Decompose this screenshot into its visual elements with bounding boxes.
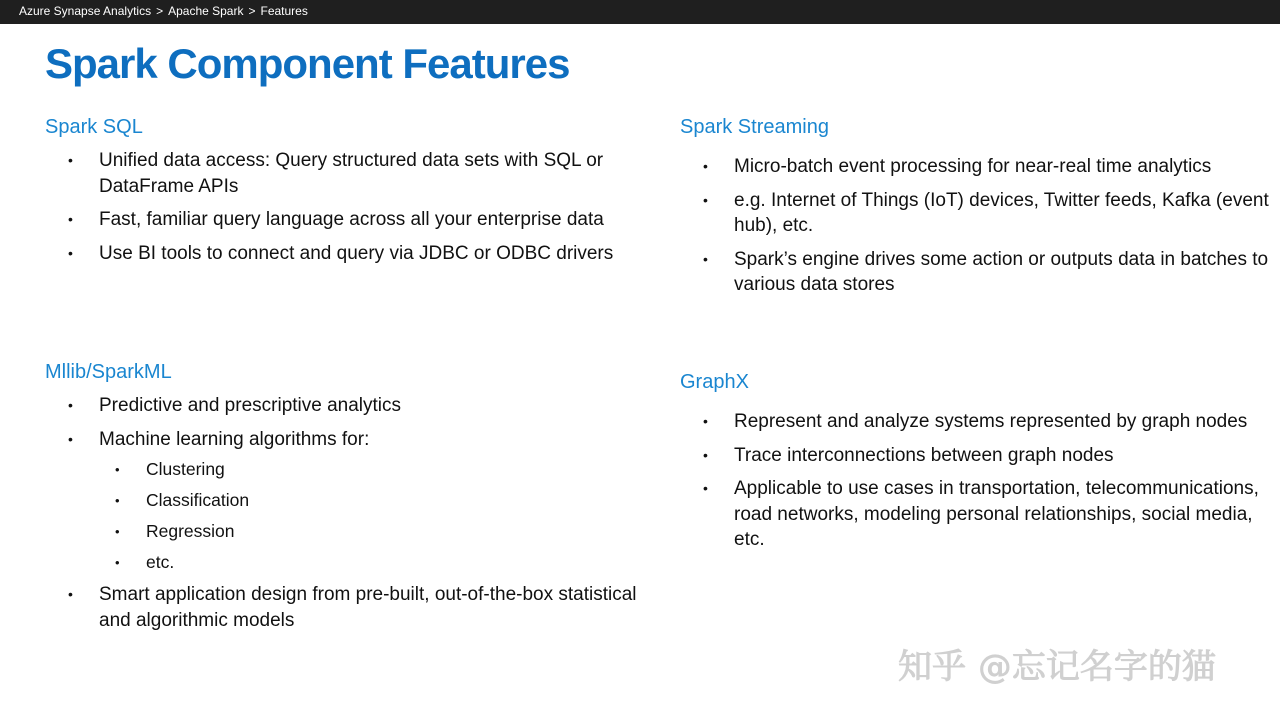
bullet-dot-icon: • — [115, 555, 120, 570]
slide-title: Spark Component Features — [45, 40, 570, 87]
bullet-item — [45, 582, 645, 633]
section-spark-streaming — [680, 114, 1270, 306]
bullet-text: Smart application design from pre-built, out-of-the-box statistical and algorithmic models — [99, 584, 637, 631]
section-graphx — [680, 369, 1270, 561]
bullet-text: Unified data access: Query structured data sets with SQL or DataFrame APIs — [99, 150, 604, 197]
sub-bullet-text: Classification — [146, 490, 250, 510]
bullet-dot-icon: • — [703, 413, 708, 429]
sub-bullet-text: etc. — [146, 552, 175, 572]
sub-bullet-text: Clustering — [146, 459, 225, 479]
top-bar — [0, 0, 1280, 24]
section-heading: GraphX — [680, 371, 749, 393]
bullet-item — [680, 188, 1270, 239]
bullet-text: Use BI tools to connect and query via JDBC or ODBC drivers — [99, 242, 614, 264]
bullet-text: Spark’s engine drives some action or outputs data in batches to various data stores — [734, 248, 1269, 295]
bullet-text: Applicable to use cases in transportation, telecommunications, road networks, modeling personal relationships, social media, etc. — [734, 478, 1259, 550]
section-heading: Spark Streaming — [680, 116, 829, 138]
bullet-dot-icon: • — [68, 586, 73, 602]
breadcrumb-separator: > — [248, 4, 256, 18]
sub-bullet-item — [99, 520, 645, 543]
breadcrumb-item[interactable]: Azure Synapse Analytics — [19, 4, 152, 18]
bullet-text: Represent and analyze systems represented by graph nodes — [734, 411, 1248, 432]
bullet-item — [45, 148, 645, 199]
section-spark-sql — [45, 114, 645, 274]
bullet-item — [680, 154, 1270, 180]
breadcrumb-item[interactable]: Apache Spark — [168, 4, 244, 18]
bullet-text: e.g. Internet of Things (IoT) devices, Twitter feeds, Kafka (event hub), etc. — [734, 189, 1269, 236]
bullet-dot-icon: • — [703, 158, 708, 174]
bullet-list — [45, 148, 645, 266]
bullet-item — [45, 427, 645, 575]
bullet-item — [45, 207, 645, 233]
sub-bullet-list — [99, 458, 645, 574]
section-heading: Mllib/SparkML — [45, 361, 172, 383]
bullet-text: Machine learning algorithms for: — [99, 428, 370, 450]
bullet-dot-icon: • — [115, 462, 120, 477]
bullet-dot-icon: • — [115, 493, 120, 508]
bullet-item — [680, 443, 1270, 469]
breadcrumb-item-current: Features — [260, 4, 308, 18]
bullet-dot-icon: • — [68, 152, 73, 168]
section-mllib-sparkml — [45, 359, 645, 641]
bullet-dot-icon: • — [703, 480, 708, 496]
breadcrumb-separator: > — [156, 4, 164, 18]
bullet-text: Micro-batch event processing for near-real time analytics — [734, 156, 1212, 177]
bullet-dot-icon: • — [68, 397, 73, 413]
bullet-text: Predictive and prescriptive analytics — [99, 395, 402, 416]
bullet-item — [45, 241, 645, 267]
breadcrumb — [19, 2, 308, 20]
sub-bullet-item — [99, 458, 645, 481]
bullet-list — [45, 393, 645, 633]
section-heading: Spark SQL — [45, 116, 143, 138]
bullet-dot-icon: • — [68, 244, 73, 261]
bullet-item — [45, 393, 645, 419]
bullet-dot-icon: • — [703, 446, 708, 463]
bullet-dot-icon: • — [703, 250, 708, 267]
sub-bullet-text: Regression — [146, 521, 235, 541]
bullet-dot-icon: • — [115, 524, 120, 539]
bullet-text: Trace interconnections between graph nodes — [734, 444, 1114, 466]
sub-bullet-item — [99, 551, 645, 574]
bullet-dot-icon: • — [703, 191, 708, 208]
watermark: 知乎 @忘记名字的猫 — [898, 647, 1216, 687]
bullet-dot-icon: • — [68, 430, 73, 447]
bullet-item — [680, 476, 1270, 553]
bullet-list — [680, 154, 1270, 298]
sub-bullet-item — [99, 489, 645, 512]
bullet-text: Fast, familiar query language across all your enterprise data — [99, 209, 604, 230]
bullet-item — [680, 409, 1270, 435]
bullet-dot-icon: • — [68, 211, 73, 227]
bullet-item — [680, 247, 1270, 298]
bullet-list — [680, 409, 1270, 553]
